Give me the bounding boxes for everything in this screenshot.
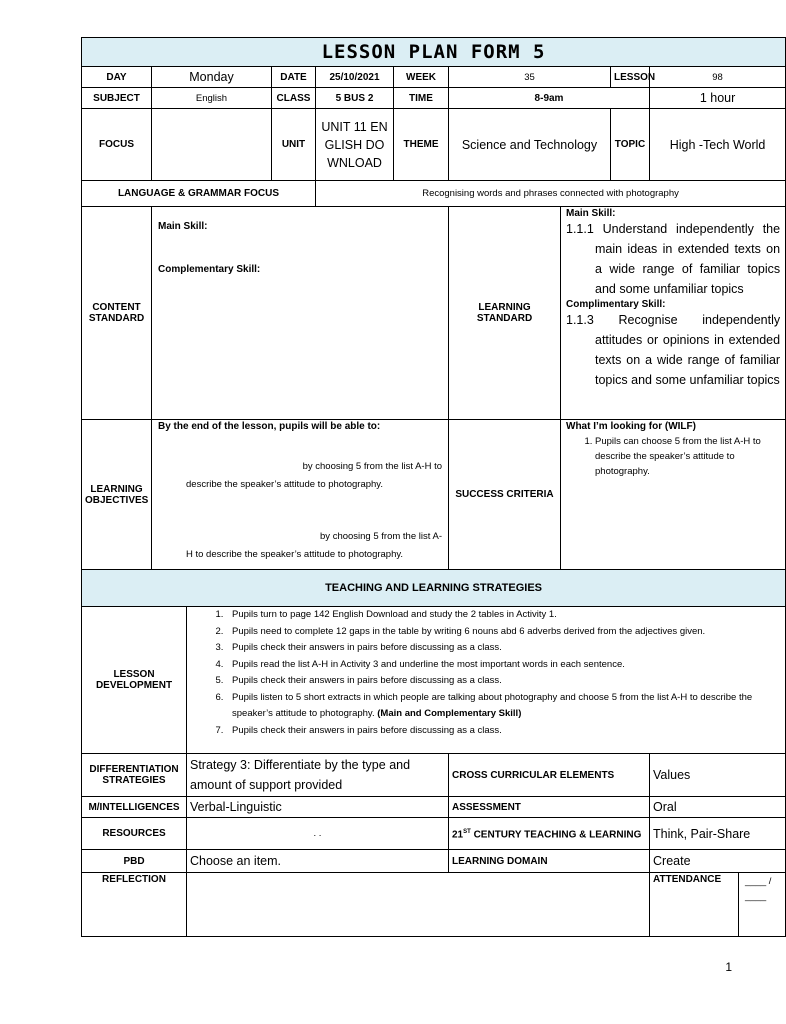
lesson-step-skill-note: (Main and Complementary Skill) xyxy=(377,708,522,719)
unit-label: UNIT xyxy=(272,109,316,181)
time-label: TIME xyxy=(394,88,449,109)
week-value: 35 xyxy=(449,67,611,88)
century-value: Think, Pair-Share xyxy=(650,818,786,850)
date-value: 25/10/2021 xyxy=(316,67,394,88)
ls-comp-skill-label: Complimentary Skill: xyxy=(566,299,666,310)
objective-2-line-1: by choosing 5 from the list A- xyxy=(320,531,442,542)
lesson-step-text: Pupils listen to 5 short extracts in which people are talking about photography and choose 5 from the list A-H to describe the speaker’s attitude to photography. xyxy=(232,691,753,719)
theme-label: THEME xyxy=(394,109,449,181)
lesson-step: 7. Pupils check their answers in pairs before discussing as a class. xyxy=(226,723,782,740)
attendance-label: ATTENDANCE xyxy=(650,873,739,937)
class-value: 5 BUS 2 xyxy=(316,88,394,109)
m-intelligences-value: Verbal-Linguistic xyxy=(187,797,449,818)
learning-standard-cell xyxy=(561,207,786,420)
learning-domain-value: Create xyxy=(650,850,786,873)
lesson-development-label: LESSON DEVELOPMENT xyxy=(82,607,187,754)
ls-main-skill-text: 1.1.1 Understand independently the main ideas in extended texts on a wide range of familiar topics and some unfamiliar topics xyxy=(566,222,781,296)
assessment-label: ASSESSMENT xyxy=(449,797,650,818)
learning-objectives-cell xyxy=(152,420,449,570)
topic-label: TOPIC xyxy=(611,109,650,181)
wilf-item: 1. Pupils can choose 5 from the list A-H to describe the speaker’s attitude to photography. xyxy=(595,434,780,479)
reflection-label: REFLECTION xyxy=(82,873,187,937)
success-criteria-cell xyxy=(561,420,786,570)
resources-label: RESOURCES xyxy=(82,818,187,850)
day-value: Monday xyxy=(152,67,272,88)
objective-1-line-2: describe the speaker’s attitude to photography. xyxy=(186,479,383,490)
ls-comp-skill-text: 1.1.3 Recognise independently attitudes or opinions in extended texts on a wide range of familiar topics and some unfamiliar topics xyxy=(566,313,781,387)
theme-value: Science and Technology xyxy=(449,109,611,181)
date-label: DATE xyxy=(272,67,316,88)
lesson-step: 4. Pupils read the list A-H in Activity 3 and underline the most important words in each sentence. xyxy=(226,657,782,674)
pbd-dropdown[interactable]: Choose an item. xyxy=(187,850,449,873)
ls-main-skill-label: Main Skill: xyxy=(566,208,616,219)
week-label: WEEK xyxy=(394,67,449,88)
century-label: 21ST CENTURY TEACHING & LEARNING xyxy=(449,818,650,850)
resources-value: . . xyxy=(187,818,449,850)
wilf-list xyxy=(566,434,780,479)
time-value: 8-9am xyxy=(449,88,650,109)
duration-value: 1 hour xyxy=(650,88,786,109)
focus-label: FOCUS xyxy=(82,109,152,181)
differentiation-label: DIFFERENTIATION STRATEGIES xyxy=(82,754,187,797)
lesson-value: 98 xyxy=(650,67,786,88)
complementary-skill-label: Complementary Skill: xyxy=(158,264,261,275)
learning-domain-label: LEARNING DOMAIN xyxy=(449,850,650,873)
subject-label: SUBJECT xyxy=(82,88,152,109)
lesson-steps xyxy=(190,607,782,739)
content-standard-label: CONTENT STANDARD xyxy=(82,207,152,420)
differentiation-value: Strategy 3: Differentiate by the type and amount of support provided xyxy=(187,754,449,797)
success-criteria-label: SUCCESS CRITERIA xyxy=(449,420,561,570)
objectives-intro: By the end of the lesson, pupils will be able to: xyxy=(158,421,381,432)
learning-standard-label: LEARNING STANDARD xyxy=(449,207,561,420)
tls-heading: TEACHING AND LEARNING STRATEGIES xyxy=(82,570,786,607)
subject-value: English xyxy=(152,88,272,109)
lesson-label: LESSON xyxy=(611,67,650,88)
pbd-label: PBD xyxy=(82,850,187,873)
cross-curricular-value: Values xyxy=(650,754,786,797)
lesson-step: 2. Pupils need to complete 12 gaps in the table by writing 6 nouns abd 6 adverbs derived from the adjectives given. xyxy=(226,624,782,641)
focus-value xyxy=(152,109,272,181)
lesson-step xyxy=(226,690,782,723)
topic-value: High -Tech World xyxy=(650,109,786,181)
class-label: CLASS xyxy=(272,88,316,109)
main-skill-label: Main Skill: xyxy=(158,221,208,232)
learning-objectives-label: LEARNING OBJECTIVES xyxy=(82,420,152,570)
form-title: LESSON PLAN FORM 5 xyxy=(82,38,786,67)
m-intelligences-label: M/INTELLIGENCES xyxy=(82,797,187,818)
unit-value: UNIT 11 ENGLISH DOWNLOAD xyxy=(316,109,394,181)
assessment-value: Oral xyxy=(650,797,786,818)
day-label: DAY xyxy=(82,67,152,88)
content-standard-cell xyxy=(152,207,449,420)
objective-2-line-2: H to describe the speaker’s attitude to photography. xyxy=(186,549,404,560)
objective-1-line-1: by choosing 5 from the list A-H to xyxy=(302,461,442,472)
wilf-heading: What I’m looking for (WILF) xyxy=(566,421,696,432)
lesson-development-cell xyxy=(187,607,786,754)
page-number: 1 xyxy=(725,960,732,974)
lesson-step: 3. Pupils check their answers in pairs before discussing as a class. xyxy=(226,640,782,657)
lesson-step: 1. Pupils turn to page 142 English Download and study the 2 tables in Activity 1. xyxy=(226,607,782,624)
lesson-step: 5. Pupils check their answers in pairs before discussing as a class. xyxy=(226,673,782,690)
cross-curricular-label: CROSS CURRICULAR ELEMENTS xyxy=(449,754,650,797)
lang-focus-value: Recognising words and phrases connected with photography xyxy=(316,181,786,207)
attendance-value: ____ / ____ xyxy=(739,873,786,937)
lesson-plan-table xyxy=(81,37,786,937)
lang-focus-label: LANGUAGE & GRAMMAR FOCUS xyxy=(82,181,316,207)
reflection-value xyxy=(187,873,650,937)
